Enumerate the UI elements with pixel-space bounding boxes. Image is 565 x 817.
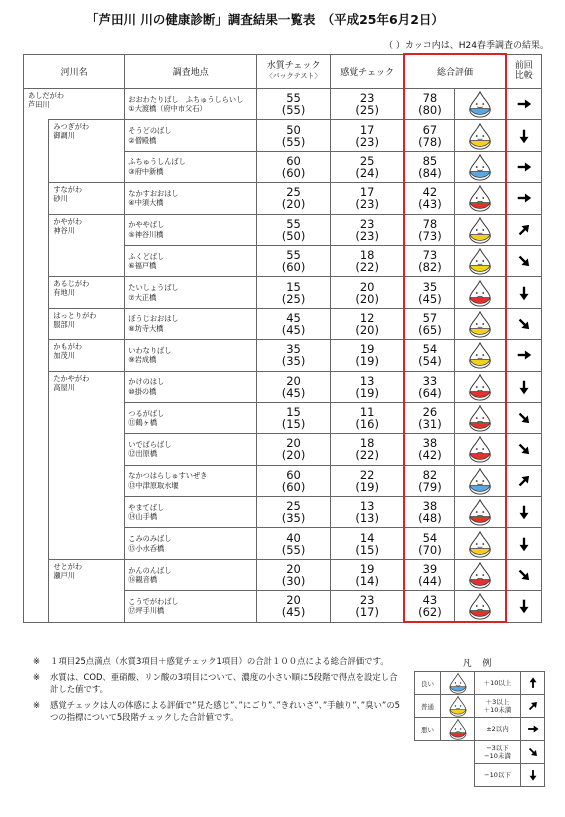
water-drop-bad-icon: [466, 561, 494, 589]
table-row: [24, 371, 542, 402]
sense-score: 13 (13): [330, 497, 404, 528]
rating-icon-cell: [455, 559, 506, 590]
total-score: 54 (70): [404, 528, 455, 559]
legend-trend-arrow: [521, 718, 545, 741]
river-name: たかやがわ 高屋川: [49, 371, 125, 559]
trend-arrow-down-icon: [515, 127, 533, 145]
site-name: なかすおおはし ④中須大橋: [125, 183, 257, 214]
total-score: 35 (45): [404, 277, 455, 308]
legend-trend-arrow: [521, 695, 545, 718]
total-score: 38 (42): [404, 434, 455, 465]
note-2: ※ 水質は、COD、亜硝酸、リン酸の3項目について、濃度の小さい順に5段階で得点を設定し合計した値です。: [33, 671, 398, 694]
site-name: つるがばし ⑪鶴ヶ橋: [125, 402, 257, 433]
table-row: [24, 183, 542, 214]
trend-cell: [506, 89, 542, 120]
trend-cell: [506, 591, 542, 622]
header-water: 水質チェック 〈パックテスト〉: [257, 54, 331, 89]
trend-arrow-down-icon: [515, 535, 533, 553]
total-score: 67 (78): [404, 120, 455, 151]
results-table: [23, 53, 542, 623]
water-score: 55 (50): [257, 214, 331, 245]
total-score: 43 (62): [404, 591, 455, 622]
trend-arrow-up-slight-icon: [526, 699, 540, 713]
total-score: 85 (84): [404, 151, 455, 182]
water-score: 60 (60): [257, 151, 331, 182]
sense-score: 11 (16): [330, 402, 404, 433]
water-score: 20 (30): [257, 559, 331, 590]
header-site: 調査地点: [125, 54, 257, 89]
legend-title: 凡 例: [462, 659, 496, 669]
water-drop-bad-icon: [466, 373, 494, 401]
table-row: [24, 559, 542, 590]
river-name: すながわ 砂川: [49, 183, 125, 214]
water-drop-good-icon: [466, 467, 494, 495]
trend-cell: [506, 277, 542, 308]
legend-trend-arrow: [521, 741, 545, 764]
water-drop-normal-icon: [447, 695, 469, 717]
legend-rating-icon: [441, 672, 475, 695]
water-score: 25 (20): [257, 183, 331, 214]
legend-row: [415, 695, 545, 718]
water-score: 60 (60): [257, 465, 331, 496]
water-score: 20 (45): [257, 591, 331, 622]
site-name: おおわたりばし ふちゅうしらいし ①大渡橋（府中市父石）: [125, 89, 257, 120]
rating-icon-cell: [455, 497, 506, 528]
sense-score: 19 (14): [330, 559, 404, 590]
page-title: 「芦田川 川の健康診断」調査結果一覧表 （平成25年6月2日）: [86, 12, 444, 27]
trend-arrow-down-slight-icon: [515, 566, 533, 584]
water-drop-bad-icon: [466, 404, 494, 432]
trend-cell: [506, 434, 542, 465]
sense-score: 25 (24): [330, 151, 404, 182]
total-score: 73 (82): [404, 245, 455, 276]
rating-icon-cell: [455, 371, 506, 402]
trend-cell: [506, 528, 542, 559]
sense-score: 19 (19): [330, 340, 404, 371]
site-name: こうでがわばし ⑰坪手川橋: [125, 591, 257, 622]
trend-arrow-flat-icon: [515, 189, 533, 207]
water-drop-normal-icon: [466, 247, 494, 275]
legend-rating-label: 普通: [415, 695, 441, 718]
river-name: はっとりがわ 服部川: [49, 308, 125, 339]
legend: [414, 656, 544, 787]
water-score: 55 (60): [257, 245, 331, 276]
water-drop-bad-icon: [466, 498, 494, 526]
water-drop-good-icon: [447, 672, 469, 694]
river-name: かやがわ 神谷川: [49, 214, 125, 277]
water-drop-good-icon: [466, 90, 494, 118]
table-row: [24, 214, 542, 245]
water-score: 20 (20): [257, 434, 331, 465]
legend-row: [415, 718, 545, 741]
legend-trend-arrow: [521, 672, 545, 695]
trend-cell: [506, 371, 542, 402]
table-row: [24, 340, 542, 371]
water-drop-normal-icon: [466, 530, 494, 558]
trend-cell: [506, 214, 542, 245]
sense-score: 17 (23): [330, 120, 404, 151]
rating-icon-cell: [455, 591, 506, 622]
site-name: いわなりばし ⑨岩成橋: [125, 340, 257, 371]
trend-arrow-up-slight-icon: [515, 472, 533, 490]
water-drop-normal-icon: [466, 216, 494, 244]
site-name: ふちゅうしんばし ③府中新橋: [125, 151, 257, 182]
header-river: 河川名: [24, 54, 125, 89]
rating-icon-cell: [455, 151, 506, 182]
site-name: かややばし ⑤神谷川橋: [125, 214, 257, 245]
table-row: [24, 308, 542, 339]
trend-arrow-flat-icon: [515, 158, 533, 176]
river-name: あしだがわ 芦田川: [24, 89, 125, 120]
rating-icon-cell: [455, 308, 506, 339]
sense-score: 13 (19): [330, 371, 404, 402]
water-drop-bad-icon: [466, 592, 494, 620]
trend-cell: [506, 465, 542, 496]
total-score: 78 (73): [404, 214, 455, 245]
water-score: 25 (35): [257, 497, 331, 528]
water-drop-normal-icon: [466, 310, 494, 338]
water-drop-good-icon: [466, 153, 494, 181]
trend-arrow-down-icon: [515, 378, 533, 396]
trend-cell: [506, 402, 542, 433]
water-score: 55 (55): [257, 89, 331, 120]
site-name: こみのみばし ⑮小水呑橋: [125, 528, 257, 559]
total-score: 57 (65): [404, 308, 455, 339]
legend-rating-label: 良い: [415, 672, 441, 695]
river-name: かもがわ 加茂川: [49, 340, 125, 371]
legend-trend-label: −10以下: [475, 764, 521, 787]
legend-row: [415, 741, 545, 764]
water-drop-normal-icon: [466, 341, 494, 369]
trend-arrow-down-icon: [526, 768, 540, 782]
trend-cell: [506, 497, 542, 528]
trend-arrow-flat-icon: [526, 722, 540, 736]
total-score: 38 (48): [404, 497, 455, 528]
site-name: かけのはし ⑩掛の橋: [125, 371, 257, 402]
water-drop-normal-icon: [466, 122, 494, 150]
water-score: 15 (25): [257, 277, 331, 308]
trend-arrow-down-slight-icon: [515, 315, 533, 333]
river-name: みつぎがわ 御調川: [49, 120, 125, 183]
trend-arrow-flat-icon: [515, 346, 533, 364]
trend-arrow-down-icon: [515, 284, 533, 302]
trend-cell: [506, 559, 542, 590]
rating-icon-cell: [455, 402, 506, 433]
sense-score: 18 (22): [330, 434, 404, 465]
trend-cell: [506, 340, 542, 371]
legend-rating-icon: [441, 718, 475, 741]
sense-score: 23 (23): [330, 214, 404, 245]
water-score: 40 (55): [257, 528, 331, 559]
trend-cell: [506, 120, 542, 151]
water-drop-bad-icon: [466, 435, 494, 463]
sense-score: 23 (17): [330, 591, 404, 622]
river-name: あるじがわ 有地川: [49, 277, 125, 308]
table-row: [24, 120, 542, 151]
note-3: ※ 感覚チェックは人の体感による評価で”見た感じ”、”にごり”、”きれいさ”、”手触り”、”臭い”の5つの指標について5段階チェックした合計値です。: [33, 699, 400, 722]
site-name: ふくどばし ⑥福戸橋: [125, 245, 257, 276]
rating-icon-cell: [455, 465, 506, 496]
trend-arrow-flat-icon: [515, 95, 533, 113]
trend-arrow-up-slight-icon: [515, 221, 533, 239]
table-row: [24, 89, 542, 120]
site-name: かんのんばし ⑯観音橋: [125, 559, 257, 590]
rating-icon-cell: [455, 528, 506, 559]
header-sense: 感覚チェック: [330, 54, 404, 89]
trend-arrow-down-icon: [515, 503, 533, 521]
sense-score: 12 (20): [330, 308, 404, 339]
sense-score: 23 (25): [330, 89, 404, 120]
notes: [33, 655, 405, 727]
river-indent: [24, 120, 49, 622]
rating-icon-cell: [455, 245, 506, 276]
water-score: 20 (45): [257, 371, 331, 402]
sense-score: 14 (15): [330, 528, 404, 559]
trend-arrow-down-icon: [515, 597, 533, 615]
legend-rating-label: 悪い: [415, 718, 441, 741]
rating-icon-cell: [455, 120, 506, 151]
note-1: ※ １項目25点満点（水質3項目＋感覚チェック1項目）の合計１００点による総合評価です。: [33, 656, 389, 666]
legend-trend-label: ±2以内: [475, 718, 521, 741]
legend-trend-label: −3以下 −10未満: [475, 741, 521, 764]
legend-trend-label: ＋10以上: [475, 672, 521, 695]
water-score: 35 (35): [257, 340, 331, 371]
trend-cell: [506, 245, 542, 276]
total-score: 82 (79): [404, 465, 455, 496]
legend-blank: [415, 741, 475, 787]
site-name: いでばらばし ⑫出原橋: [125, 434, 257, 465]
total-score: 33 (64): [404, 371, 455, 402]
rating-icon-cell: [455, 89, 506, 120]
sense-score: 18 (22): [330, 245, 404, 276]
total-score: 26 (31): [404, 402, 455, 433]
sense-score: 20 (20): [330, 277, 404, 308]
rating-icon-cell: [455, 277, 506, 308]
site-name: なかつはらしゅすいぜき ⑬中津原取水堰: [125, 465, 257, 496]
trend-arrow-down-slight-icon: [515, 252, 533, 270]
header-compare: 前回 比較: [506, 54, 542, 89]
site-name: たいしょうばし ⑦大正橋: [125, 277, 257, 308]
total-score: 78 (80): [404, 89, 455, 120]
rating-icon-cell: [455, 434, 506, 465]
legend-trend-label: ＋3以上 ＋10未満: [475, 695, 521, 718]
water-score: 15 (15): [257, 402, 331, 433]
rating-icon-cell: [455, 214, 506, 245]
site-name: ぼうじおおはし ⑧坊寺大橋: [125, 308, 257, 339]
trend-cell: [506, 308, 542, 339]
water-score: 50 (55): [257, 120, 331, 151]
trend-arrow-down-slight-icon: [515, 440, 533, 458]
total-score: 39 (44): [404, 559, 455, 590]
water-drop-bad-icon: [466, 279, 494, 307]
table-row: [24, 277, 542, 308]
legend-trend-arrow: [521, 764, 545, 787]
trend-arrow-down-slight-icon: [515, 409, 533, 427]
trend-cell: [506, 151, 542, 182]
rating-icon-cell: [455, 340, 506, 371]
rating-icon-cell: [455, 183, 506, 214]
total-score: 42 (43): [404, 183, 455, 214]
water-drop-bad-icon: [447, 718, 469, 740]
trend-arrow-down-slight-icon: [526, 745, 540, 759]
header-total: 総合評価: [404, 54, 505, 89]
site-name: やまてばし ⑭山手橋: [125, 497, 257, 528]
legend-rating-icon: [441, 695, 475, 718]
site-name: そうどのばし ②僧殿橋: [125, 120, 257, 151]
water-drop-bad-icon: [466, 184, 494, 212]
page-subtitle: （ ）カッコ内は、H24春季調査の結果。: [384, 41, 549, 51]
legend-row: [415, 672, 545, 695]
trend-arrow-up-icon: [526, 676, 540, 690]
river-name: せとがわ 瀬戸川: [49, 559, 125, 622]
sense-score: 22 (19): [330, 465, 404, 496]
sense-score: 17 (23): [330, 183, 404, 214]
total-score: 54 (54): [404, 340, 455, 371]
trend-cell: [506, 183, 542, 214]
water-score: 45 (45): [257, 308, 331, 339]
